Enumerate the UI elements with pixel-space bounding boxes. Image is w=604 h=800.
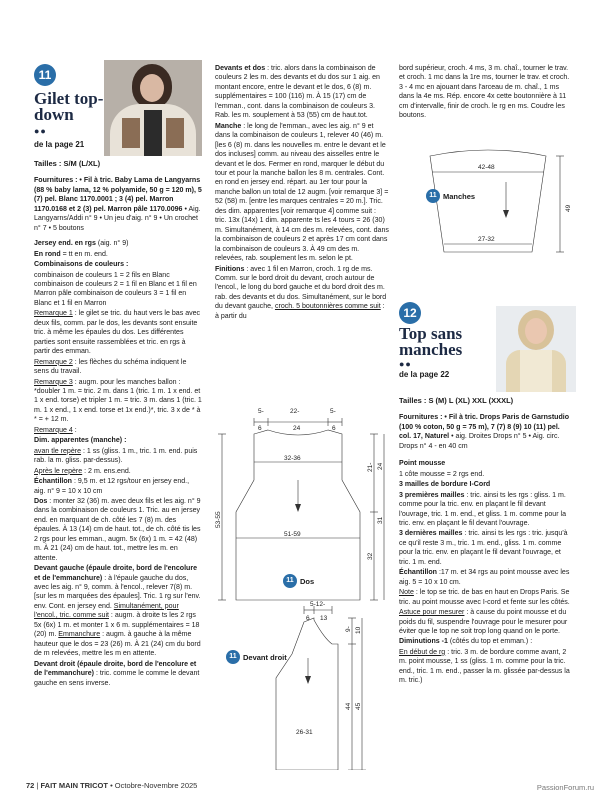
pattern-11-photo — [104, 60, 202, 156]
dim-shoulder-left-2: 6 — [258, 425, 262, 432]
dim-bottom: 26-31 — [296, 729, 313, 736]
dim-title: Dim. apparentes (manche) : — [34, 437, 127, 445]
dim-r1: 9- — [345, 626, 352, 632]
title-12-line-1: Top sans — [399, 324, 463, 343]
dim-right-top-2: 24 — [377, 462, 384, 470]
pattern-12-title — [399, 326, 462, 358]
garter-line-1: 1 côte mousse = 2 rgs end. — [399, 470, 485, 478]
jersey: Jersey end. en rgs (aig. n° 9) — [34, 240, 129, 248]
schema-right-front — [240, 598, 390, 770]
page-reference-12: de la page 22 — [399, 370, 450, 379]
schema-sleeve-badge: 11 — [426, 189, 440, 203]
dim-top: 5-12- — [310, 601, 326, 608]
last-stitches: 3 dernières mailles : tric. ainsi ts les rgs : tric. jusqu'à ce qu'il reste 3 m., tric. 1 m. end., gliss. 1 m. comme pour la tric. env. en plaçant le fil devant l'ouvrage, et tric. 1 m. end. — [399, 530, 568, 566]
dim-right-top: 21- — [367, 462, 374, 472]
dim-neck-2: 24 — [293, 425, 301, 432]
garter-title: Point mousse — [399, 460, 446, 468]
right-front: Devant droit (épaule droite, bord de l'encolure et de l'emmanchure) : tric. comme le comme le devant gauche en sens inverse. — [34, 660, 200, 687]
watermark: PassionForum.ru — [536, 783, 594, 792]
dim-left-height: 53-55 — [215, 511, 222, 528]
difficulty-dots: ●● — [34, 126, 47, 136]
buttonhole-continuation: bord supérieur, croch. 4 ms, 3 m. chaî., tourner le trav. et croch. 1 mc dans la 1re ms, tourner le trav. et croch. 3 - 4 mc en ajouant dans l'arceau de m. chaî., 1 ms dans la 4e ms. Rép. encore 4x cette boutonnière à 11 cm d'intervalle, finir de croch. le rg en ms. Coudre les boutons. — [399, 65, 570, 120]
combos-text: combinaison de couleurs 1 = 2 fils en Blanc combinaison de couleurs 2 = 1 fil en Blanc et 1 fil en Marron pâle combinaison de couleurs 3 = 1 fil en Blanc et 1 fil en Marron — [34, 271, 197, 307]
schema-sleeve-title: Manches — [443, 191, 476, 201]
tip-12: Astuce pour mesurer : à cause du point mousse et du poids du fil, suspendre l'ouvrage pour le mesurer pour éviter que le top ne soit trop long quand on le porte. — [399, 609, 568, 635]
left-front: Devant gauche (épaule droite, bord de l'encolure et de l'emmanchure) : à l'épaule gauche du dos, avec les aig. n° 9, comm. à l'encol., relever 7(8) m. [sur les m marquées des épaules]. Tric. 1 rg sur l'env. env. Cont. en jersey end. Simultanément, pour l'encol., tric. comme suit : augm. à droite ts les 2 rgs 5x (6x) 1 m. et monter 1 x 6 m. supplémentaires = 18 (20) m. Emmanchure : augm. à gauche à la même hauteur que le dos = 23 (26) m. À 21 (24) cm du bord de m relevées, mettre les m en attente. — [34, 565, 201, 658]
dim-shoulder-left: 5- — [258, 408, 264, 415]
gauge: Échantillon : 9,5 m. et 12 rgs/tour en jersey end., aig. n° 9 = 10 x 10 cm — [34, 478, 190, 495]
schema-front-badge: 11 — [226, 650, 240, 664]
note-12: Note : le top se tric. de bas en haut en Drops Paris. Se tric. au point mousse avec I-cord et fente sur les côtés. — [399, 589, 570, 606]
schema-back-title: Dos — [300, 576, 315, 586]
first-stitches: 3 premières mailles : tric. ainsi ts les rgs : gliss. 1 m. comme pour la tric. env. en plaçant le fil devant l'ouvrage, tric. 1 m. end., et gliss. 1 m. comme pour la tric. env. en plaçant le fil devant l'ouvrage. — [399, 491, 567, 527]
dim-before: avan tle repère : 1 ss (gliss. 1 m., tric. 1 m. end. puis rab. la m. gliss. par-dessus). — [34, 447, 198, 465]
title-line-2: down — [34, 105, 74, 124]
remark-3: Remarque 3 : augm. pour les manches ballon : *doubler 1 m. = tric. 2 m. dans 1 (tric. 1 m. 1 x end. et 1 x end. torse) et tripler 1 m. = tric. 3 m. dans 1 (tric. 1 m. 1 x end., 1 x end. torse et 1x end.)*, tric. 3 x de * à * = + 12 m. — [34, 378, 202, 424]
schema-front-label — [226, 650, 287, 664]
dim-sleeve-bottom: 27-32 — [478, 236, 495, 243]
pattern-number-badge-12: 12 — [399, 302, 421, 324]
dim-upper-width: 32-36 — [284, 455, 301, 462]
title-line-1: Gilet top- — [34, 89, 104, 108]
schema-sleeve — [418, 148, 578, 268]
row-start-12: En début de rg : tric. 3 m. de bordure comme avant, 2 m. point mousse, 1 ss (gliss. 1 m. comme pour la tric. end., tric. 1 m. end., passer la m. glissée par-dessus la m. tric.) — [399, 648, 570, 685]
page-footer: 72 | FAIT MAIN TRICOT • Octobre-Novembre 2025 — [26, 781, 198, 790]
schema-back-label — [283, 574, 314, 588]
pattern-12-photo — [496, 306, 576, 392]
issue-date: Octobre-Novembre 2025 — [114, 781, 198, 790]
dim-right-bottom-2: 31 — [377, 516, 384, 524]
dim-sleeve-top: 42-48 — [478, 164, 495, 171]
dim-top-3: 13 — [320, 615, 328, 622]
remark-4: Remarque 4 : — [34, 426, 77, 434]
column-left — [34, 64, 202, 689]
supplies: Fournitures : • Fil à tric. Baby Lama de Langyarns (88 % baby lama, 12 % polyamide, 50 g = 120 m), 5 (7) pel. Blanc 1170.0001 ; 3 (4) pel. Marron 1170.0168 et 2 (3) pel. Marron pâle 1170.0096 • Aig. Langyarns/Addi n° 9 • Un jeu d'aig. n° 9 • Un crochet n° 7 • 5 boutons — [34, 177, 202, 232]
schema-back-badge: 11 — [283, 574, 297, 588]
dim-r2: 44 — [345, 702, 352, 710]
icord-title: 3 mailles de bordure I-Cord — [399, 481, 491, 489]
column-middle — [215, 64, 389, 322]
schema-front-title: Devant droit — [243, 652, 287, 662]
page-number: 72 — [26, 781, 35, 790]
gauge-12: Échantillon :17 m. et 34 rgs au point mousse avec les aig. 5 = 10 x 10 cm. — [399, 569, 570, 586]
pattern-12-body — [399, 396, 571, 687]
sizes-12: Tailles : S (M) L (XL) XXL (XXXL) — [399, 396, 514, 405]
page-reference: de la page 21 — [34, 140, 85, 149]
sizes: Tailles : S/M (L/XL) — [34, 159, 101, 168]
dim-r1b: 10 — [355, 626, 362, 634]
pattern-12-header — [399, 302, 495, 392]
remark-1: Remarque 1 : le gilet se tric. du haut vers le bas avec deux fils, comm. par le dos, les devants sont ensuite tric. à même les épaules du dos. Les différentes parties sont ensuite rassemblées et tric. en rgs à partir des emman. — [34, 310, 201, 356]
dim-right-bottom: 32 — [367, 552, 374, 560]
column-right — [399, 64, 571, 122]
remark-2: Remarque 2 : les flèches du schéma indiquent le sens du travail. — [34, 358, 187, 376]
dim-r3: 45 — [355, 702, 362, 710]
pattern-number-badge: 11 — [34, 64, 56, 86]
schema-sleeve-label — [426, 189, 475, 203]
combos-title: Combinaisons de couleurs : — [34, 261, 129, 269]
sleeve: Manche : le long de l'emman., avec les aig. n° 9 et dans la combinaison de couleurs 1, relever 40 (46) m. [les 6 (8) m. dans les nouvelles m. entre le devant et le dos incluses] comm. au niveau des aisselles entre le devant et le dos. Fermer en rond, marquer le début du tour et pour la manche ballon les 8 m. centrales. Cont. en rond en jersey end. répart. au 1er tour pour la manche ballon un total de 12 augm. [voir remarque 3] = 52 (58) m. [entre les marques centrales = 20 m.]. Tric. des dim. apparentes [voir remarque 4] comme suit : tric. 13x (14x) 1 dim. apparente ts les 4 tours = 26 (30) m. Simultanément, à 14 cm des m. relevées, cont. dans la combinaison de couleurs 2 et après 17 cm cont dans la combinaison de couleurs 3. À 49 cm des m. relevées, rab. souplement les m. selon le pt. — [215, 122, 389, 263]
supplies-12: Fournitures : • Fil à tric. Drops Paris de Garnstudio (100 % coton, 50 g = 75 m), 7 (7) 8 (9) 10 (11) pel. col. 17, Naturel • aig. Droites Drops n° 5 • Aig. circ. Drops n° 4 - en 40 cm — [399, 414, 570, 450]
back-instructions: Dos : monter 32 (36) m. avec deux fils et les aig. n° 9 dans la combinaison de couleurs 1. Tric. au en jersey end. en marquant de ch. côté les 7 (8) m. des épaules. À 13 (14) cm de haut. tot., de ch. côté tis les 2 rgs pour les emman., augm. 5x (6x) 1 m. = 42 (48) m. À 21 (24) cm de haut. tot., mettre les m. en attente. — [34, 497, 201, 562]
dim-shoulder-right: 5- — [330, 408, 336, 415]
dim-after: Après le repère : 2 m. ens.end. — [34, 467, 131, 475]
title-12-line-2: manches — [399, 340, 463, 359]
pattern-title — [34, 91, 103, 123]
difficulty-dots-12: ●● — [399, 359, 412, 369]
magazine-name: FAIT MAIN TRICOT — [40, 781, 108, 790]
dim-sleeve-height: 49 — [565, 204, 572, 212]
dim-lower-width: 51-59 — [284, 531, 301, 538]
dim-top-2: 6 — [306, 615, 310, 622]
dim-neck: 22- — [290, 408, 300, 415]
finishing: Finitions : avec 1 fil en Marron, croch. 1 rg de ms. Comm. sur le bord droit du devant, croch autour de l'encol., le long du bord gauche et du bord droit des m. rab. des devants et du dos. Simultanément, sur le bord du devant gauche, croch. 5 boutonnières comme suit : à partir du — [215, 265, 387, 320]
en-rond: En rond = tt en m. end. — [34, 250, 108, 258]
decreases-12: Diminutions -1 (côtés du top et emman.) : — [399, 638, 533, 646]
fronts-and-back: Devants et dos : tric. alors dans la combinaison de couleurs 2 les m. des devants et du dos sur 1 aig. en montant encore, entre le devant et le dos, 6 (8) m. supplémentaires = 100 (116) m. À 15 (17) cm de l'emman., cont. dans la combinaison de couleurs 3. Rab. les m. souplement à 53 (55) cm de haut.tot. — [215, 65, 380, 120]
dim-shoulder-right-2: 6 — [332, 425, 336, 432]
